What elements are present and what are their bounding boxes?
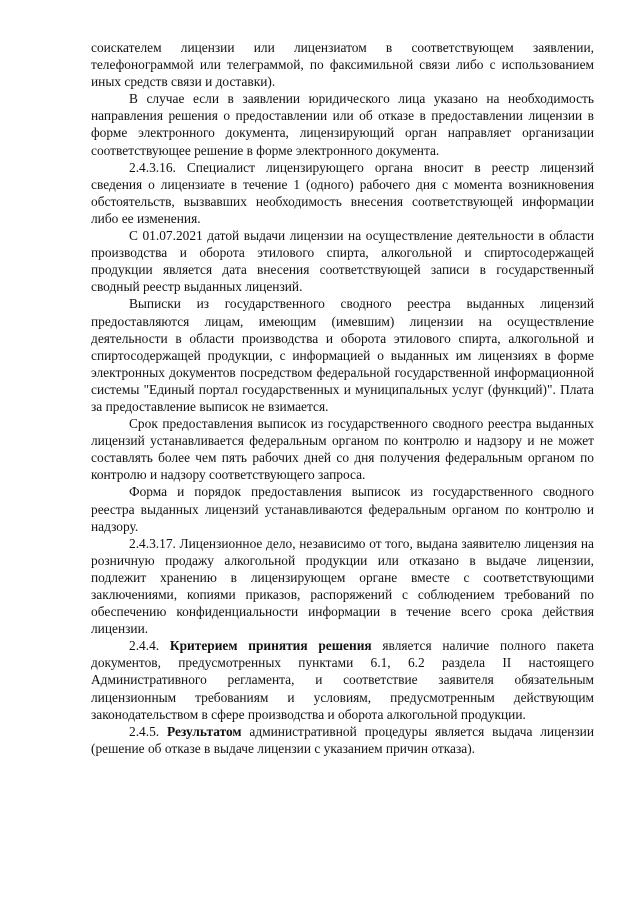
paragraph-extracts: Выписки из государственного сводного реестра выданных лицензий предоставляются лицам, имеющим (имевшим) лицензии на осуществление деятельности в области производства и оборота этилового спирта, алкогольной и спиртосодержащей продукции, с информацией о выданных им лицензиях в форме электронных документов посредством федеральной государственной информационной системы "Единый портал государственных и муниципальных услуг (функций)". Плата за предоставление выписок не взимается. xyxy=(91,296,594,414)
paragraph-2-4-5-heading: Результатом xyxy=(166,723,242,739)
paragraph-2-4-4-text: является наличие полного пакета документов, предусмотренных пунктами 6.1, 6.2 раздела II настоящего Административного регламента, и соответствие заявителя обязательным лицензионным требованиям и условиям, предусмотренным действующим законодательством в сфере производства и оборота алкогольной продукции. xyxy=(91,638,594,722)
document-body xyxy=(91,39,594,757)
paragraph-extracts-term: Срок предоставления выписок из государственного сводного реестра выданных лицензий устанавливается федеральным органом по контролю и надзору и не может составлять более чем пять рабочих дней со дня получения федеральным органом по контролю и надзору соответствующего запроса. xyxy=(91,416,594,483)
paragraph-2-4-5-number: 2.4.5. xyxy=(129,723,167,739)
paragraph-2-4-3-17: 2.4.3.17. Лицензионное дело, независимо от того, выдана заявителю лицензия на розничную продажу алкогольной продукции или отказано в выдаче лицензии, подлежит хранению в лицензирующем органе вместе с соответствующими заключениями, копиями приказов, распоряжений с соблюдением требований по обеспечению конфиденциальности информации в течение всего срока действия лицензии. xyxy=(91,535,594,637)
paragraph-issue-date: С 01.07.2021 датой выдачи лицензии на осуществление деятельности в области производства и оборота этилового спирта, алкогольной и спиртосодержащей продукции является дата внесения соответствующей записи в государственный сводный реестр выданных лицензий. xyxy=(91,228,594,295)
paragraph-continuation: соискателем лицензии или лицензиатом в соответствующем заявлении, телефонограммой или телеграммой, по факсимильной связи либо с использованием иных средств связи и доставки). xyxy=(91,40,594,90)
paragraph-extracts-form: Форма и порядок предоставления выписок из государственного сводного реестра выданных лицензий устанавливаются федеральным органом по контролю и надзору. xyxy=(91,484,594,534)
paragraph-2-4-4 xyxy=(91,637,594,722)
paragraph-electronic-decision: В случае если в заявлении юридического лица указано на необходимость направления решения о предоставлении или об отказе в предоставлении лицензии в форме электронного документа, лицензирующий орган направляет организации соответствующее решение в форме электронного документа. xyxy=(91,91,594,158)
paragraph-2-4-4-number: 2.4.4. xyxy=(129,638,170,654)
paragraph-2-4-4-heading: Критерием принятия решения xyxy=(169,638,372,654)
paragraph-2-4-3-16: 2.4.3.16. Специалист лицензирующего органа вносит в реестр лицензий сведения о лицензиате в течение 1 (одного) рабочего дня с момента возникновения обстоятельств, вызвавших необходимость внесения соответствующей информации либо ее изменения. xyxy=(91,159,594,226)
paragraph-2-4-5-text: административной процедуры является выдача лицензии (решение об отказе в выдаче лицензии с указанием причин отказа). xyxy=(91,723,594,756)
paragraph-2-4-5 xyxy=(91,723,594,757)
